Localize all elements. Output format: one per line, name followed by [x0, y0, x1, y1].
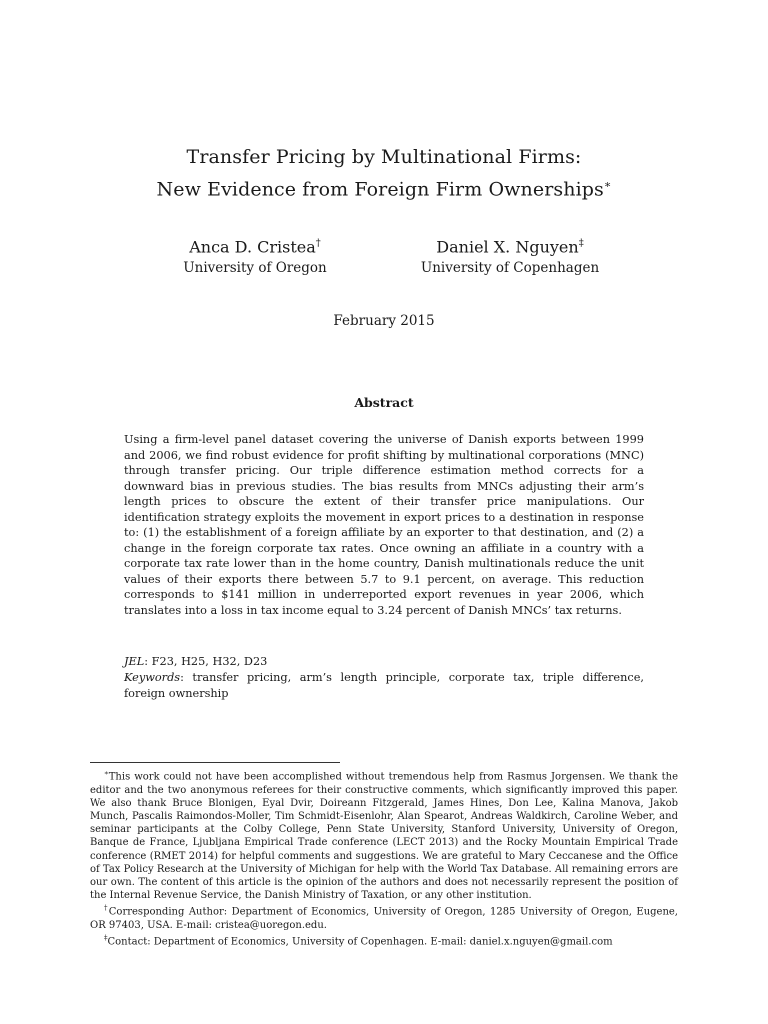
author-footnote-marker: ‡	[578, 238, 584, 249]
author-affiliation: University of Oregon	[183, 260, 327, 277]
keywords-label: Keywords	[124, 671, 181, 684]
author-name	[400, 233, 620, 258]
keywords	[124, 670, 644, 702]
author-footnote-marker: †	[315, 238, 321, 249]
footnote-marker: ‡	[104, 934, 108, 943]
title-footnote-marker: ∗	[603, 178, 612, 191]
jel-label: JEL	[124, 655, 145, 668]
abstract-heading: Abstract	[354, 395, 414, 410]
footnote-corresponding-author	[90, 902, 678, 932]
title-line-1: Transfer Pricing by Multinational Firms:	[186, 146, 582, 168]
footnote-divider	[90, 762, 340, 763]
footnotes	[90, 767, 678, 949]
author-name	[160, 233, 350, 258]
classification-block	[124, 654, 644, 702]
abstract-text: Using a firm-level panel dataset covering the universe of Danish exports between 1999 and 2006, we find robust evidence for profit shifting by multinational corporations (MNC) through transfer pricing. Our triple difference estimation method corrects for a downward bias in previous studies. The bias results from MNCs adjusting their arm’s length prices to obscure the extent of their transfer price manipulations. Our identification strategy exploits the movement in export prices to a destination in response to: (1) the establishment of a foreign affiliate by an exporter to that destination, and (2) a change in the foreign corporate tax rates. Once owning an affiliate in a country with a corporate tax rate lower than in the home country, Danish multinationals reduce the unit values of their exports there between 5.7 to 9.1 percent, on average. This reduction corresponds to $141 million in underreported export revenues in year 2006, which translates into a loss in tax income equal to 3.24 percent of Danish MNCs’ tax returns.	[124, 433, 644, 617]
author-name-text: Anca D. Cristea	[189, 237, 316, 257]
footnote-acknowledgements	[90, 767, 678, 902]
jel-codes	[124, 654, 644, 670]
keywords-value: : transfer pricing, arm’s length principle, corporate tax, triple difference, foreign ownership	[124, 671, 644, 700]
footnote-marker: ∗	[104, 769, 109, 777]
jel-value: : F23, H25, H32, D23	[144, 655, 268, 668]
author-name-text: Daniel X. Nguyen	[436, 237, 579, 257]
footnote-text: Corresponding Author: Department of Economics, University of Oregon, 1285 University of Oregon, Eugene, OR 97403, USA. E-mail: cristea@uoregon.edu.	[90, 906, 678, 931]
title-line-2-text: New Evidence from Foreign Firm Ownerships	[156, 178, 604, 201]
footnote-contact	[90, 932, 678, 949]
publication-date: February 2015	[333, 313, 435, 329]
author-block-cristea	[160, 233, 350, 278]
title-line-2	[0, 171, 768, 203]
footnote-marker: †	[104, 904, 109, 913]
paper-title	[0, 143, 768, 203]
footnote-text: This work could not have been accomplished without tremendous help from Rasmus Jorgensen. We thank the editor and the two anonymous referees for their constructive comments, which significantly improved this paper. We also thank Bruce Blonigen, Eyal Dvir, Doireann Fitzgerald, James Hines, Don Lee, Kalina Manova, Jakob Munch, Pascalis Raimondos-Moller, Tim Schmidt-Eisenlohr, Alan Spearot, Andreas Waldkirch, Caroline Weber, and seminar participants at the Colby College, Penn State University, Stanford University, University of Oregon, Banque de France, Ljubljana Empirical Trade conference (LECT 2013) and the Rocky Mountain Empirical Trade conference (RMET 2014) for helpful comments and suggestions. We are grateful to Mary Ceccanese and the Office of Tax Policy Research at the University of Michigan for help with the World Tax Database. All remaining errors are our own. The content of this article is the opinion of the authors and does not necessarily represent the position of the Internal Revenue Service, the Danish Ministry of Taxation, or any other institution.	[90, 771, 678, 902]
author-affiliation: University of Copenhagen	[420, 260, 600, 277]
author-block-nguyen	[400, 233, 620, 278]
footnote-text: Contact: Department of Economics, University of Copenhagen. E-mail: daniel.x.nguyen@gmail.com	[107, 936, 613, 948]
